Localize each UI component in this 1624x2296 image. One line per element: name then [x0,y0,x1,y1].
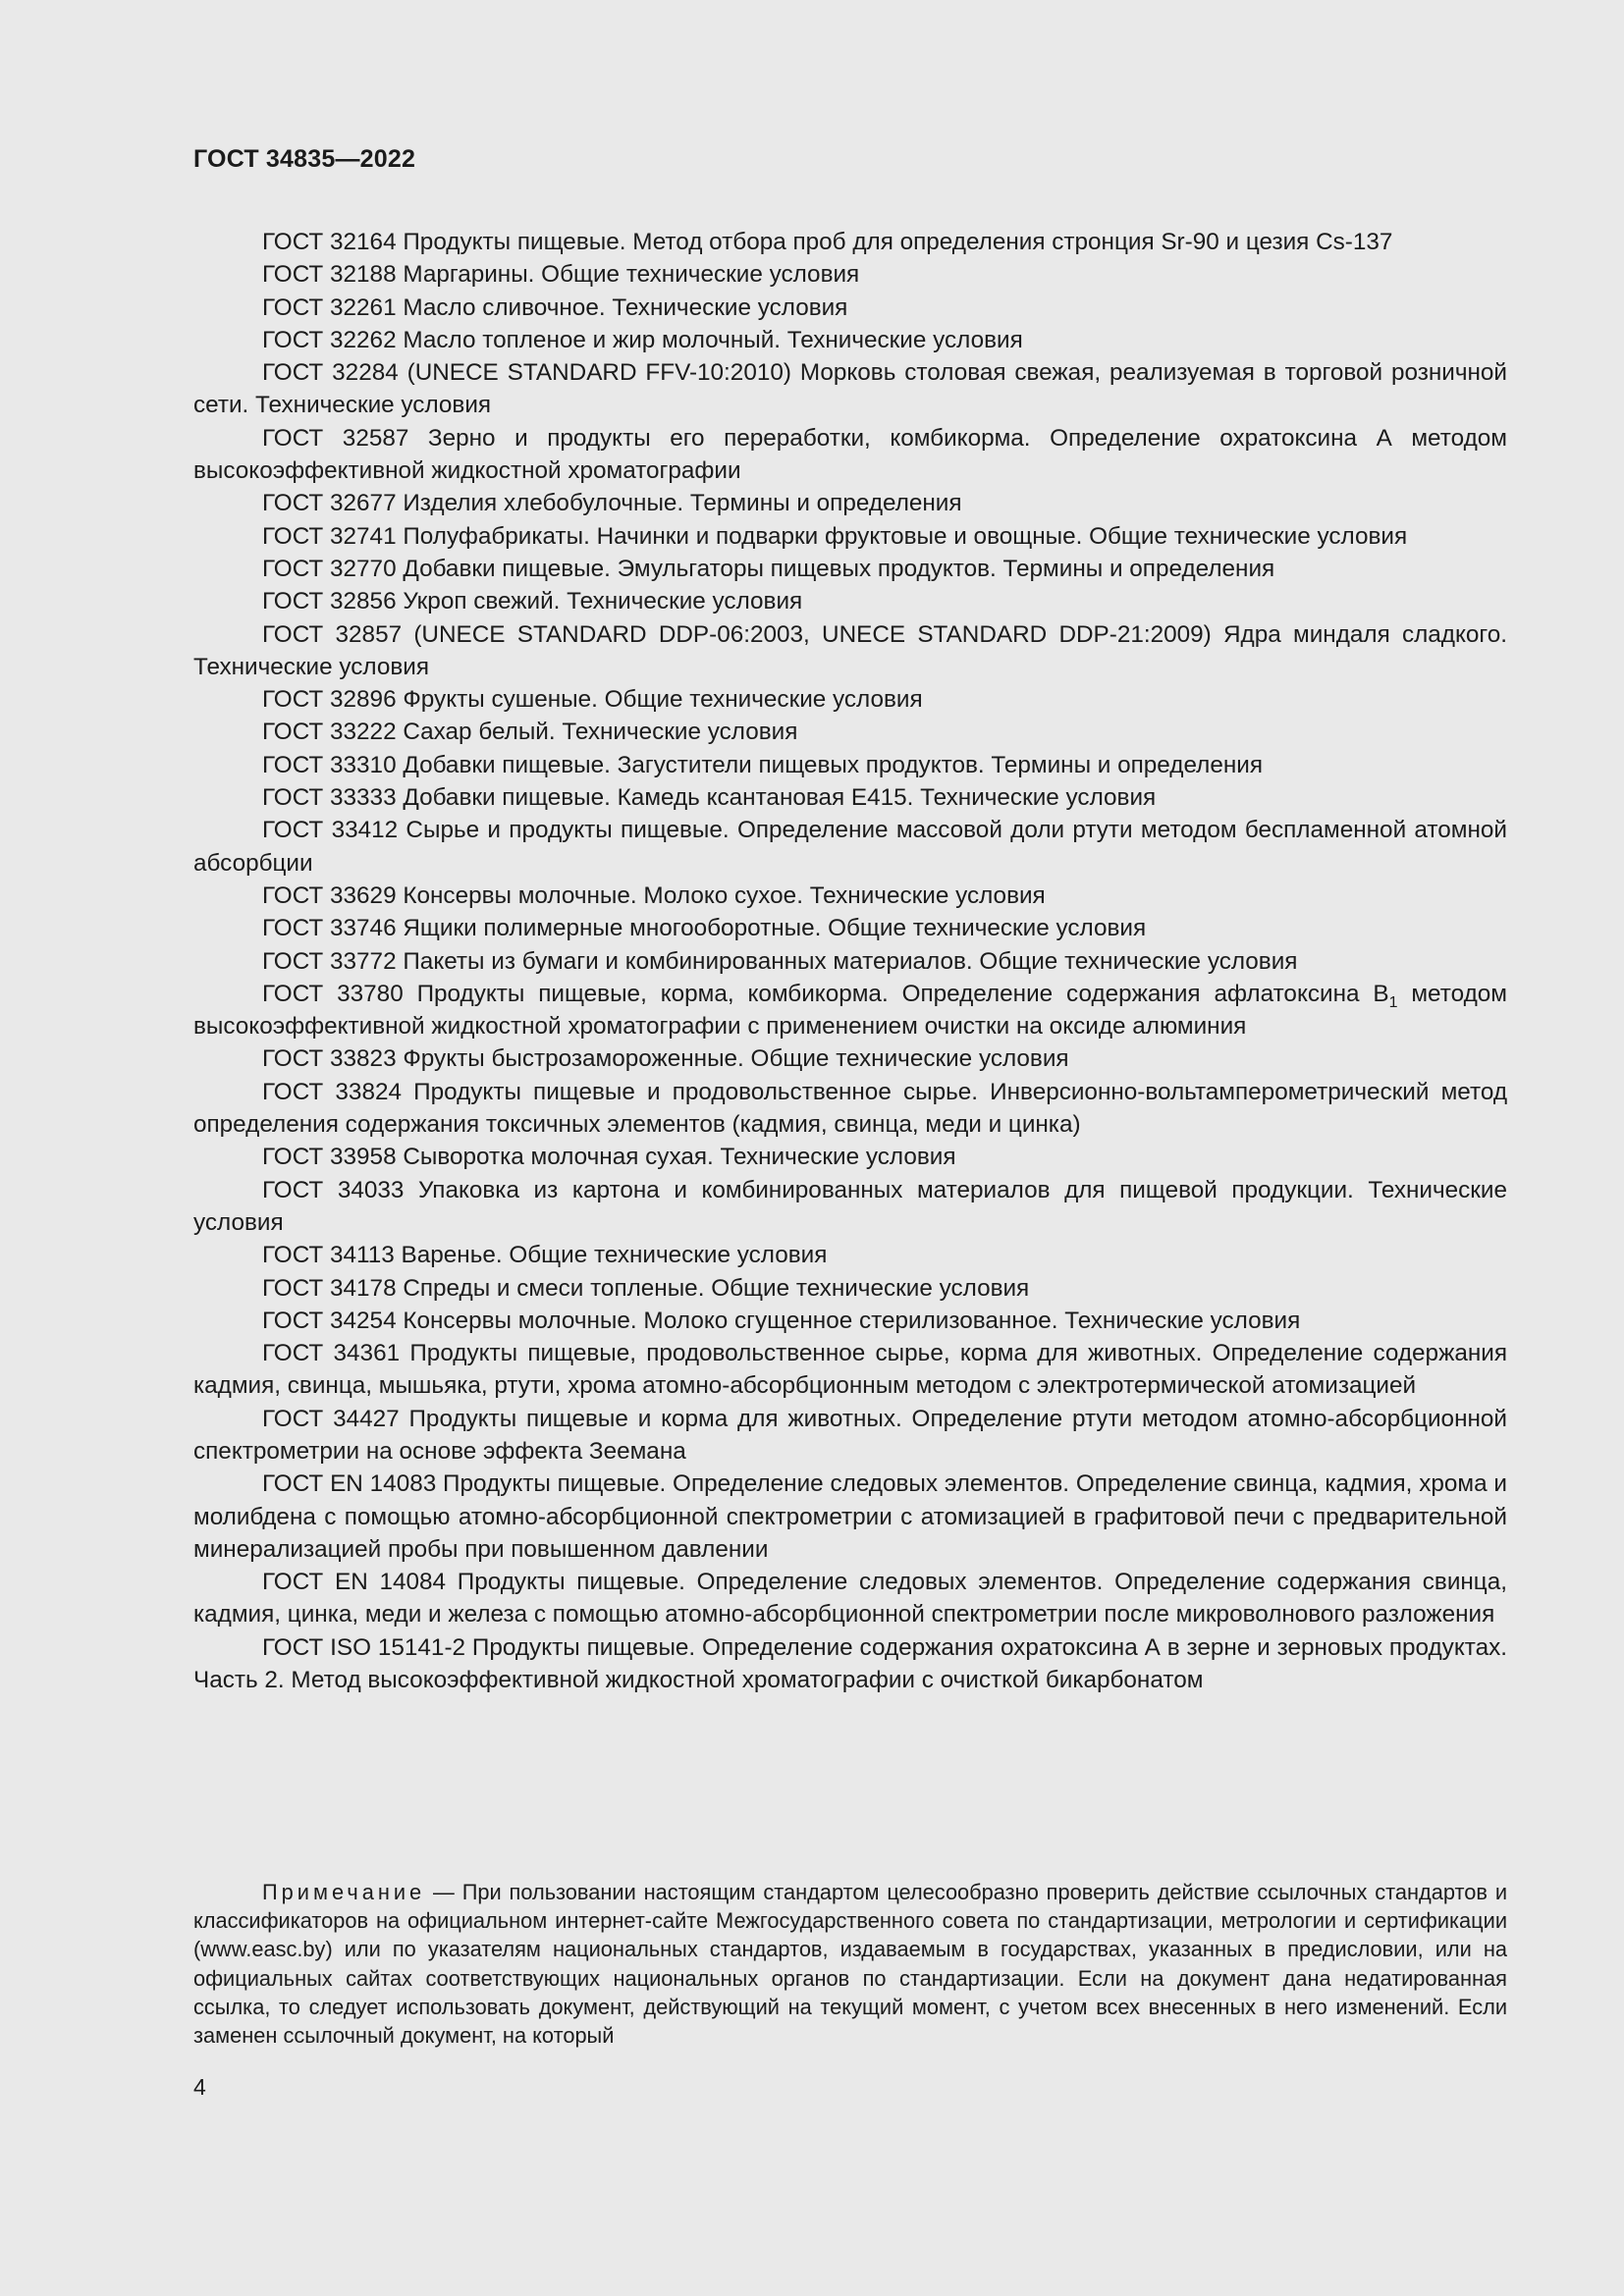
reference-item: ГОСТ 32587 Зерно и продукты его переработки, комбикорма. Определение охратоксина А методом высокоэффективной жидкостной хроматографии [193,424,1507,485]
reference-item: ГОСТ 32677 Изделия хлебобулочные. Термины и определения [262,490,962,517]
reference-item: ГОСТ 33823 Фрукты быстрозамороженные. Общие технические условия [262,1045,1069,1073]
reference-item: ГОСТ ISO 15141-2 Продукты пищевые. Определение содержания охратоксина А в зерне и зерновых продуктах. Часть 2. Метод высокоэффективной жидкостной хроматографии с очисткой бикарбонатом [193,1633,1507,1694]
normative-references-list [193,226,1507,1696]
reference-item: ГОСТ 33824 Продукты пищевые и продовольственное сырье. Инверсионно-вольтамперометрический метод определения содержания токсичных элементов (кадмия, свинца, меди и цинка) [193,1078,1507,1139]
reference-item: ГОСТ 34254 Консервы молочные. Молоко сгущенное стерилизованное. Технические условия [262,1307,1301,1334]
reference-item: ГОСТ 32262 Масло топленое и жир молочный. Технические условия [262,326,1023,353]
reference-text: ГОСТ 33780 Продукты пищевые, корма, комбикорма. Определение содержания афлатоксина B [262,980,1389,1007]
reference-item: ГОСТ 34178 Спреды и смеси топленые. Общие технические условия [262,1274,1030,1302]
note-text: — При пользовании настоящим стандартом целесообразно проверить действие ссылочных стандартов и классификаторов на официальном интернет-сайте Межгосударственного совета по стандартизации, метрологии и сертификации (www.easc.by) или по указателям национальных стандартов, издаваемым в государствах, указанных в предисловии, или на официальных сайтах соответствующих национальных органов по стандартизации. Если на документ дана недатированная ссылка, то следует использовать документ, действующий на текущий момент, с учетом всех внесенных в него изменений. Если заменен ссылочный документ, на который [193,1880,1507,2049]
reference-item: ГОСТ 32857 (UNECE STANDARD DDP-06:2003, UNECE STANDARD DDP-21:2009) Ядра миндаля сладкого. Технические условия [193,620,1507,680]
reference-item: ГОСТ 34361 Продукты пищевые, продовольственное сырье, корма для животных. Определение содержания кадмия, свинца, мышьяка, ртути, хрома атомно-абсорбционным методом с электротермической атомизацией [193,1340,1507,1400]
reference-item: ГОСТ 33333 Добавки пищевые. Камедь ксантановая Е415. Технические условия [262,784,1157,812]
reference-item-aflatoxin [193,978,1507,1043]
reference-item: ГОСТ 32856 Укроп свежий. Технические условия [262,588,803,615]
reference-item: ГОСТ 34427 Продукты пищевые и корма для животных. Определение ртути методом атомно-абсорбционной спектрометрии на основе эффекта Зеемана [193,1405,1507,1465]
reference-item: ГОСТ 33772 Пакеты из бумаги и комбинированных материалов. Общие технические условия [262,947,1298,975]
reference-item: ГОСТ 32770 Добавки пищевые. Эмульгаторы пищевых продуктов. Термины и определения [262,555,1275,582]
reference-item: ГОСТ 33222 Сахар белый. Технические условия [262,719,798,746]
reference-item: ГОСТ 33412 Сырье и продукты пищевые. Определение массовой доли ртути методом беспламенной атомной абсорбции [193,817,1507,877]
reference-item: ГОСТ 32284 (UNECE STANDARD FFV-10:2010) Морковь столовая свежая, реализуемая в торговой розничной сети. Технические условия [193,359,1507,419]
reference-item: ГОСТ 34033 Упаковка из картона и комбинированных материалов для пищевой продукции. Технические условия [193,1176,1507,1236]
reference-item: ГОСТ 33958 Сыворотка молочная сухая. Технические условия [262,1144,956,1171]
reference-item: ГОСТ EN 14084 Продукты пищевые. Определение следовых элементов. Определение содержания свинца, кадмия, цинка, меди и железа с помощью атомно-абсорбционной спектрометрии после микроволнового разложения [193,1569,1507,1629]
subscript-text: 1 [1388,993,1398,1011]
reference-item: ГОСТ 32261 Масло сливочное. Технические условия [262,294,848,321]
reference-item: ГОСТ 34113 Варенье. Общие технические условия [262,1242,828,1269]
document-id-header: ГОСТ 34835—2022 [193,145,416,173]
reference-item: ГОСТ 33629 Консервы молочные. Молоко сухое. Технические условия [262,881,1046,909]
page-number: 4 [193,2074,206,2100]
reference-item: ГОСТ 32164 Продукты пищевые. Метод отбора проб для определения стронция Sr-90 и цезия Cs-137 [262,229,1393,255]
reference-item: ГОСТ 32896 Фрукты сушеные. Общие технические условия [262,686,923,714]
reference-item: ГОСТ 33310 Добавки пищевые. Загустители пищевых продуктов. Термины и определения [262,751,1263,778]
reference-item: ГОСТ 32188 Маргарины. Общие технические условия [262,261,860,289]
reference-text: методом высокоэффективной жидкостной хроматографии с применением очистки на оксиде алюминия [193,980,1507,1041]
reference-item: ГОСТ 32741 Полуфабрикаты. Начинки и подварки фруктовые и овощные. Общие технические условия [262,522,1408,550]
note-label: Примечание [262,1880,426,1904]
note-paragraph [193,1878,1507,2050]
reference-item: ГОСТ 33746 Ящики полимерные многооборотные. Общие технические условия [262,915,1147,942]
reference-item: ГОСТ EN 14083 Продукты пищевые. Определение следовых элементов. Определение свинца, кадмия, хрома и молибдена с помощью атомно-абсорбционной спектрометрии с атомизацией в графитовой печи с предварительной минерализацией пробы при повышенном давлении [193,1470,1507,1563]
